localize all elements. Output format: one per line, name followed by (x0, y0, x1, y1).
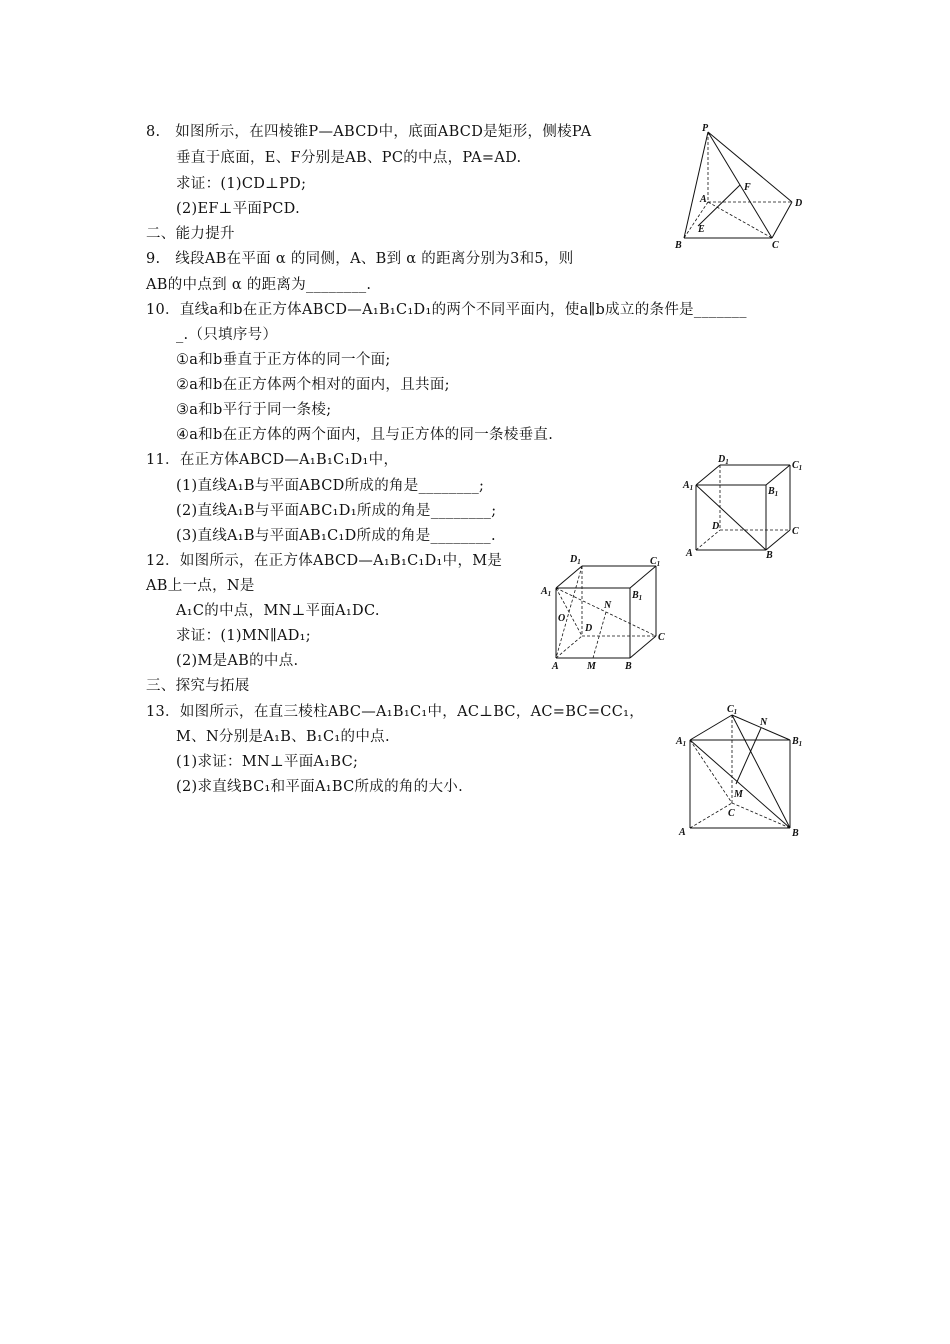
label-D: D (795, 198, 803, 209)
problem-13-line-1: 13．如图所示，在直三棱柱ABC—A₁B₁C₁中，AC⊥BC，AC=BC=CC₁， (146, 704, 645, 720)
problem-12-line-2: AB上一点，N是 (146, 578, 255, 594)
label-M: M (587, 661, 596, 672)
problem-8-line-4: (2)EF⊥平面PCD. (176, 201, 300, 217)
label-B: B (625, 661, 632, 672)
problem-10-line-2: _.（只填序号） (176, 327, 278, 343)
label-B1: $B_1$ (768, 486, 779, 498)
problem-10-option-3: ③a和b平行于同一条棱; (176, 402, 332, 418)
label-N: N (760, 717, 768, 728)
problem-11-line-2: (1)直线A₁B与平面ABCD所成的角是________; (176, 478, 485, 494)
label-P: P (702, 123, 709, 134)
label-O: O (558, 613, 566, 624)
label-D1: $D_1$ (718, 454, 729, 466)
problem-12-line-3: A₁C的中点，MN⊥平面A₁DC. (176, 603, 380, 619)
problem-12-line-1: 12．如图所示，在正方体ABCD—A₁B₁C₁D₁中，M是 (146, 553, 503, 569)
problem-12-line-5: (2)M是AB的中点. (176, 653, 299, 669)
label-B: B (766, 550, 773, 561)
label-A: A (700, 194, 707, 205)
problem-10-option-2: ②a和b在正方体两个相对的面内，且共面; (176, 377, 450, 393)
problem-9-line-2: AB的中点到 α 的距离为________. (146, 277, 372, 293)
label-F: F (744, 182, 751, 193)
label-B: B (675, 240, 682, 251)
label-D: D (585, 623, 593, 634)
label-B1: $B_1$ (792, 736, 803, 748)
cube-figure-11 (682, 450, 812, 560)
section-heading-2: 二、能力提升 (146, 226, 235, 242)
label-E: E (698, 224, 705, 235)
label-A: A (686, 548, 693, 559)
problem-13-line-3: (1)求证：MN⊥平面A₁BC; (176, 754, 359, 770)
label-A: A (679, 827, 686, 838)
label-N: N (604, 600, 612, 611)
problem-8-line-1: 8. 如图所示，在四棱锥P—ABCD中，底面ABCD是矩形，侧棱PA (146, 124, 592, 140)
cube-figure-12 (538, 548, 673, 678)
label-C1: $C_1$ (792, 460, 803, 472)
label-C: C (792, 526, 799, 537)
problem-10-option-1: ①a和b垂直于正方体的同一个面; (176, 352, 391, 368)
label-D1: $D_1$ (570, 554, 581, 566)
problem-13-line-4: (2)求直线BC₁和平面A₁BC所成的角的大小. (176, 779, 463, 795)
problem-8-line-3: 求证：(1)CD⊥PD; (176, 176, 307, 192)
label-A: A (552, 661, 559, 672)
label-C: C (728, 808, 735, 819)
problem-11-line-4: (3)直线A₁B与平面AB₁C₁D所成的角是________. (176, 528, 496, 544)
problem-10-option-4: ④a和b在正方体的两个面内，且与正方体的同一条棱垂直. (176, 427, 554, 443)
problem-9-line-1: 9. 线段AB在平面 α 的同侧，A、B到 α 的距离分别为3和5，则 (146, 251, 574, 267)
prism-figure-13 (676, 698, 816, 843)
label-C: C (658, 632, 665, 643)
problem-8-line-2: 垂直于底面，E、F分别是AB、PC的中点，PA=AD. (176, 150, 522, 166)
problem-11-line-1: 11．在正方体ABCD—A₁B₁C₁D₁中， (146, 452, 399, 468)
section-heading-3: 三、探究与拓展 (146, 678, 250, 694)
label-A1: $A_1$ (676, 736, 687, 748)
label-C1: $C_1$ (727, 704, 738, 716)
problem-12-line-4: 求证：(1)MN∥AD₁; (176, 628, 311, 644)
label-C: C (772, 240, 779, 251)
pyramid-figure (672, 120, 812, 260)
problem-11-line-3: (2)直线A₁B与平面ABC₁D₁所成的角是________; (176, 503, 497, 519)
label-C1: $C_1$ (650, 556, 661, 568)
label-B1: $B_1$ (632, 590, 643, 602)
problem-13-line-2: M、N分别是A₁B、B₁C₁的中点. (176, 729, 390, 745)
label-M: M (734, 789, 743, 800)
label-A1: $A_1$ (541, 586, 552, 598)
label-A1: $A_1$ (683, 480, 694, 492)
label-B: B (792, 828, 799, 839)
label-D: D (712, 521, 720, 532)
problem-10-line-1: 10．直线a和b在正方体ABCD—A₁B₁C₁D₁的两个不同平面内，使a∥b成立的条件是_______ (146, 302, 747, 318)
